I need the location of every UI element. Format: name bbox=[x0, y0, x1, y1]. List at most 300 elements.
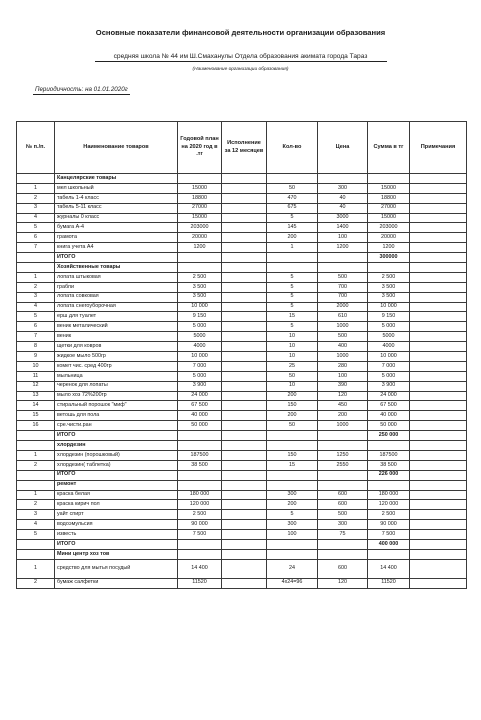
cell-price: 120 bbox=[318, 391, 368, 401]
total-row bbox=[17, 470, 467, 480]
table-row bbox=[17, 381, 467, 391]
cell-name: известь bbox=[55, 530, 178, 540]
cell-plan: 180 000 bbox=[178, 490, 222, 500]
cell-notes bbox=[410, 193, 467, 203]
cell-number: 1 bbox=[17, 559, 55, 578]
cell-sum: 24 000 bbox=[368, 391, 410, 401]
cell-plan: 24 000 bbox=[178, 391, 222, 401]
cell-name: водоэмульсия bbox=[55, 520, 178, 530]
cell-sum: 38 500 bbox=[368, 460, 410, 470]
cell-quantity: 200 bbox=[267, 391, 318, 401]
cell-quantity: 50 bbox=[267, 421, 318, 431]
cell-price: 500 bbox=[318, 332, 368, 342]
cell-name: сре.чисти.ран bbox=[55, 421, 178, 431]
cell-quantity bbox=[267, 470, 318, 480]
cell-number: 4 bbox=[17, 213, 55, 223]
cell-number: 8 bbox=[17, 342, 55, 352]
col-header-notes: Примечания bbox=[410, 122, 467, 174]
cell-plan: 3 900 bbox=[178, 381, 222, 391]
cell-name: табель 1-4 класс bbox=[55, 193, 178, 203]
cell-quantity: 150 bbox=[267, 450, 318, 460]
cell-notes bbox=[410, 342, 467, 352]
cell-notes bbox=[410, 213, 467, 223]
cell-plan: 120 000 bbox=[178, 500, 222, 510]
cell-name: грамота bbox=[55, 233, 178, 243]
cell-sum: 18800 bbox=[368, 193, 410, 203]
cell-execution bbox=[222, 282, 267, 292]
cell-notes bbox=[410, 292, 467, 302]
table-row bbox=[17, 411, 467, 421]
cell-quantity: 200 bbox=[267, 411, 318, 421]
cell-number: 2 bbox=[17, 500, 55, 510]
table-row bbox=[17, 203, 467, 213]
cell-execution bbox=[222, 549, 267, 559]
col-header-execution: Исполнение за 12 месяцев bbox=[222, 122, 267, 174]
table-row bbox=[17, 302, 467, 312]
cell-plan: 10 000 bbox=[178, 352, 222, 362]
cell-price: 390 bbox=[318, 381, 368, 391]
table-row bbox=[17, 391, 467, 401]
category-row bbox=[17, 263, 467, 273]
cell-name: краска белая bbox=[55, 490, 178, 500]
cell-plan: 3 500 bbox=[178, 292, 222, 302]
cell-execution bbox=[222, 174, 267, 184]
cell-execution bbox=[222, 292, 267, 302]
cell-price: 120 bbox=[318, 578, 368, 588]
cell-quantity bbox=[267, 441, 318, 451]
cell-name: хлордезин (порошковый) bbox=[55, 450, 178, 460]
table-row bbox=[17, 510, 467, 520]
cell-price: 40 bbox=[318, 193, 368, 203]
cell-price bbox=[318, 441, 368, 451]
cell-quantity bbox=[267, 549, 318, 559]
total-row bbox=[17, 253, 467, 263]
cell-price bbox=[318, 549, 368, 559]
cell-notes bbox=[410, 490, 467, 500]
cell-notes bbox=[410, 263, 467, 273]
cell-name: лопата снегоуборочная bbox=[55, 302, 178, 312]
cell-price: 400 bbox=[318, 342, 368, 352]
cell-number: 13 bbox=[17, 391, 55, 401]
cell-price bbox=[318, 431, 368, 441]
cell-price bbox=[318, 470, 368, 480]
cell-price: 1250 bbox=[318, 450, 368, 460]
cell-price bbox=[318, 480, 368, 490]
table-row bbox=[17, 322, 467, 332]
cell-sum: 14 400 bbox=[368, 559, 410, 578]
cell-sum: 20000 bbox=[368, 233, 410, 243]
cell-execution bbox=[222, 411, 267, 421]
table-row bbox=[17, 401, 467, 411]
cell-execution bbox=[222, 272, 267, 282]
cell-quantity: 300 bbox=[267, 520, 318, 530]
category-row bbox=[17, 549, 467, 559]
table-row bbox=[17, 183, 467, 193]
cell-number bbox=[17, 431, 55, 441]
cell-plan: 20000 bbox=[178, 233, 222, 243]
cell-plan: 40 000 bbox=[178, 411, 222, 421]
organization-name-text: средняя школа № 44 им Ш.Смаханулы Отдела образования акимата города Тараз bbox=[95, 53, 387, 62]
cell-plan bbox=[178, 539, 222, 549]
cell-sum: 1200 bbox=[368, 243, 410, 253]
cell-name: ветошь для пола bbox=[55, 411, 178, 421]
col-header-price: Цена bbox=[318, 122, 368, 174]
cell-quantity: 5 bbox=[267, 282, 318, 292]
document-title: Основные показатели финансовой деятельности организации образования bbox=[95, 28, 386, 37]
cell-notes bbox=[410, 530, 467, 540]
cell-plan: 15000 bbox=[178, 183, 222, 193]
table-row bbox=[17, 213, 467, 223]
cell-plan: 50 000 bbox=[178, 421, 222, 431]
cell-sum: 226 000 bbox=[368, 470, 410, 480]
table-row bbox=[17, 352, 467, 362]
col-header-sum: Сумма в тг bbox=[368, 122, 410, 174]
cell-quantity: 300 bbox=[267, 490, 318, 500]
cell-quantity: 24 bbox=[267, 559, 318, 578]
cell-plan: 2 500 bbox=[178, 510, 222, 520]
cell-notes bbox=[410, 312, 467, 322]
cell-notes bbox=[410, 539, 467, 549]
cell-number: 6 bbox=[17, 233, 55, 243]
cell-sum: 187500 bbox=[368, 450, 410, 460]
cell-sum: 250 000 bbox=[368, 431, 410, 441]
cell-sum: 2 500 bbox=[368, 510, 410, 520]
cell-execution bbox=[222, 342, 267, 352]
cell-notes bbox=[410, 411, 467, 421]
cell-number: 11 bbox=[17, 371, 55, 381]
cell-execution bbox=[222, 332, 267, 342]
cell-sum: 5 000 bbox=[368, 322, 410, 332]
cell-number bbox=[17, 539, 55, 549]
cell-quantity: 150 bbox=[267, 401, 318, 411]
cell-sum: 300000 bbox=[368, 253, 410, 263]
cell-plan: 2 500 bbox=[178, 272, 222, 282]
cell-number: 10 bbox=[17, 361, 55, 371]
cell-sum: 40 000 bbox=[368, 411, 410, 421]
cell-name: ИТОГО bbox=[55, 431, 178, 441]
cell-number bbox=[17, 174, 55, 184]
cell-plan: 1200 bbox=[178, 243, 222, 253]
cell-quantity: 10 bbox=[267, 342, 318, 352]
cell-number bbox=[17, 263, 55, 273]
organization-name bbox=[0, 53, 481, 62]
cell-price: 1200 bbox=[318, 243, 368, 253]
cell-execution bbox=[222, 431, 267, 441]
cell-name: мел школьный bbox=[55, 183, 178, 193]
cell-number: 3 bbox=[17, 203, 55, 213]
cell-notes bbox=[410, 431, 467, 441]
cell-plan: 15000 bbox=[178, 213, 222, 223]
category-row bbox=[17, 480, 467, 490]
cell-price: 200 bbox=[318, 411, 368, 421]
cell-price: 2550 bbox=[318, 460, 368, 470]
cell-number bbox=[17, 441, 55, 451]
cell-name: мыло хоз 72%200гр bbox=[55, 391, 178, 401]
cell-execution bbox=[222, 371, 267, 381]
cell-name: ремонт bbox=[55, 480, 178, 490]
cell-number bbox=[17, 470, 55, 480]
cell-name: табель 5-11 класс bbox=[55, 203, 178, 213]
cell-notes bbox=[410, 332, 467, 342]
cell-plan: 5 000 bbox=[178, 371, 222, 381]
category-row bbox=[17, 441, 467, 451]
cell-execution bbox=[222, 441, 267, 451]
cell-execution bbox=[222, 213, 267, 223]
cell-name: бумаж салфетки bbox=[55, 578, 178, 588]
cell-sum: 3 500 bbox=[368, 282, 410, 292]
cell-sum: 90 000 bbox=[368, 520, 410, 530]
cell-sum: 2 500 bbox=[368, 272, 410, 282]
cell-notes bbox=[410, 322, 467, 332]
cell-execution bbox=[222, 490, 267, 500]
table-row bbox=[17, 332, 467, 342]
cell-quantity: 50 bbox=[267, 371, 318, 381]
cell-notes bbox=[410, 401, 467, 411]
organization-caption: (Наименование организации образования) bbox=[192, 67, 289, 72]
cell-quantity: 10 bbox=[267, 332, 318, 342]
cell-notes bbox=[410, 223, 467, 233]
cell-name: средство для мытья посудый bbox=[55, 559, 178, 578]
cell-plan: 7 500 bbox=[178, 530, 222, 540]
cell-number: 4 bbox=[17, 302, 55, 312]
cell-execution bbox=[222, 470, 267, 480]
cell-plan: 187500 bbox=[178, 450, 222, 460]
cell-name: ИТОГО bbox=[55, 539, 178, 549]
cell-price: 2000 bbox=[318, 302, 368, 312]
cell-quantity: 4х24=96 bbox=[267, 578, 318, 588]
table-row bbox=[17, 342, 467, 352]
col-header-quantity: Кол-во bbox=[267, 122, 318, 174]
cell-execution bbox=[222, 352, 267, 362]
cell-quantity bbox=[267, 174, 318, 184]
cell-execution bbox=[222, 223, 267, 233]
cell-name: веник bbox=[55, 332, 178, 342]
cell-quantity: 5 bbox=[267, 322, 318, 332]
cell-quantity: 100 bbox=[267, 530, 318, 540]
cell-sum: 67 500 bbox=[368, 401, 410, 411]
cell-name: ИТОГО bbox=[55, 253, 178, 263]
cell-name: Канцелярские товары bbox=[55, 174, 178, 184]
cell-name: уайт спирт bbox=[55, 510, 178, 520]
cell-name: краска кирич пол bbox=[55, 500, 178, 510]
cell-number: 3 bbox=[17, 510, 55, 520]
cell-execution bbox=[222, 500, 267, 510]
cell-notes bbox=[410, 510, 467, 520]
cell-plan bbox=[178, 431, 222, 441]
cell-notes bbox=[410, 371, 467, 381]
cell-number bbox=[17, 253, 55, 263]
period-line bbox=[33, 86, 130, 95]
cell-sum bbox=[368, 263, 410, 273]
cell-notes bbox=[410, 520, 467, 530]
cell-notes bbox=[410, 253, 467, 263]
total-row bbox=[17, 539, 467, 549]
cell-quantity bbox=[267, 539, 318, 549]
cell-price: 300 bbox=[318, 520, 368, 530]
cell-sum: 7 500 bbox=[368, 530, 410, 540]
cell-quantity: 10 bbox=[267, 381, 318, 391]
cell-price bbox=[318, 263, 368, 273]
cell-notes bbox=[410, 361, 467, 371]
cell-name: ИТОГО bbox=[55, 470, 178, 480]
cell-sum bbox=[368, 441, 410, 451]
table-header-row bbox=[17, 122, 467, 174]
table-row bbox=[17, 520, 467, 530]
cell-number: 16 bbox=[17, 421, 55, 431]
cell-number: 2 bbox=[17, 578, 55, 588]
cell-quantity: 145 bbox=[267, 223, 318, 233]
cell-execution bbox=[222, 263, 267, 273]
cell-price: 450 bbox=[318, 401, 368, 411]
cell-number: 5 bbox=[17, 223, 55, 233]
cell-execution bbox=[222, 243, 267, 253]
table-row bbox=[17, 272, 467, 282]
cell-name: лопата штыковая bbox=[55, 272, 178, 282]
cell-execution bbox=[222, 480, 267, 490]
table-row bbox=[17, 530, 467, 540]
cell-price: 300 bbox=[318, 183, 368, 193]
cell-name: хлордезин bbox=[55, 441, 178, 451]
cell-quantity bbox=[267, 263, 318, 273]
cell-price bbox=[318, 253, 368, 263]
cell-plan bbox=[178, 470, 222, 480]
cell-plan: 18800 bbox=[178, 193, 222, 203]
cell-quantity bbox=[267, 431, 318, 441]
total-row bbox=[17, 431, 467, 441]
cell-plan: 9 150 bbox=[178, 312, 222, 322]
cell-name: стиральный порошок "миф" bbox=[55, 401, 178, 411]
cell-price: 1400 bbox=[318, 223, 368, 233]
cell-number: 1 bbox=[17, 183, 55, 193]
cell-execution bbox=[222, 183, 267, 193]
cell-notes bbox=[410, 421, 467, 431]
cell-name: журналы 0 класс bbox=[55, 213, 178, 223]
cell-notes bbox=[410, 450, 467, 460]
table-row bbox=[17, 243, 467, 253]
cell-execution bbox=[222, 559, 267, 578]
cell-plan: 10 000 bbox=[178, 302, 222, 312]
cell-name: мыльница bbox=[55, 371, 178, 381]
cell-price: 100 bbox=[318, 371, 368, 381]
cell-price: 610 bbox=[318, 312, 368, 322]
cell-number: 14 bbox=[17, 401, 55, 411]
cell-number: 12 bbox=[17, 381, 55, 391]
cell-number: 2 bbox=[17, 193, 55, 203]
cell-name: жидкое мыло 500гр bbox=[55, 352, 178, 362]
col-header-name: Наименование товаров bbox=[55, 122, 178, 174]
cell-plan: 7 000 bbox=[178, 361, 222, 371]
financial-table bbox=[16, 121, 467, 589]
table-row bbox=[17, 500, 467, 510]
cell-price: 700 bbox=[318, 282, 368, 292]
cell-name: ерш для туалет bbox=[55, 312, 178, 322]
cell-plan bbox=[178, 441, 222, 451]
cell-execution bbox=[222, 510, 267, 520]
cell-name: хлордезин( таблетка) bbox=[55, 460, 178, 470]
table-row bbox=[17, 460, 467, 470]
cell-plan: 5 000 bbox=[178, 322, 222, 332]
cell-plan bbox=[178, 480, 222, 490]
cell-number bbox=[17, 480, 55, 490]
cell-quantity bbox=[267, 480, 318, 490]
cell-price bbox=[318, 174, 368, 184]
cell-plan bbox=[178, 174, 222, 184]
cell-number: 2 bbox=[17, 460, 55, 470]
cell-sum: 15000 bbox=[368, 213, 410, 223]
cell-execution bbox=[222, 578, 267, 588]
cell-price: 500 bbox=[318, 510, 368, 520]
cell-name: книга учета А4 bbox=[55, 243, 178, 253]
cell-execution bbox=[222, 361, 267, 371]
cell-notes bbox=[410, 203, 467, 213]
cell-notes bbox=[410, 460, 467, 470]
cell-name: лопата совковая bbox=[55, 292, 178, 302]
cell-notes bbox=[410, 391, 467, 401]
cell-plan: 4000 bbox=[178, 342, 222, 352]
cell-execution bbox=[222, 381, 267, 391]
cell-quantity: 200 bbox=[267, 500, 318, 510]
cell-price: 1000 bbox=[318, 322, 368, 332]
cell-sum: 7 000 bbox=[368, 361, 410, 371]
cell-sum: 50 000 bbox=[368, 421, 410, 431]
cell-price: 600 bbox=[318, 559, 368, 578]
cell-name: Мини центр хоз тов bbox=[55, 549, 178, 559]
table-row bbox=[17, 421, 467, 431]
cell-sum bbox=[368, 480, 410, 490]
cell-name: Хозяйственные товары bbox=[55, 263, 178, 273]
cell-sum: 3 900 bbox=[368, 381, 410, 391]
cell-price bbox=[318, 539, 368, 549]
cell-price: 700 bbox=[318, 292, 368, 302]
cell-name: бумага А-4 bbox=[55, 223, 178, 233]
cell-number: 3 bbox=[17, 292, 55, 302]
cell-sum: 3 500 bbox=[368, 292, 410, 302]
cell-sum: 4000 bbox=[368, 342, 410, 352]
cell-plan: 5000 bbox=[178, 332, 222, 342]
table-row bbox=[17, 361, 467, 371]
cell-notes bbox=[410, 480, 467, 490]
cell-number: 2 bbox=[17, 282, 55, 292]
cell-price: 600 bbox=[318, 500, 368, 510]
cell-plan: 3 500 bbox=[178, 282, 222, 292]
cell-notes bbox=[410, 243, 467, 253]
cell-number: 4 bbox=[17, 520, 55, 530]
table-row bbox=[17, 193, 467, 203]
cell-quantity: 5 bbox=[267, 302, 318, 312]
cell-execution bbox=[222, 302, 267, 312]
cell-plan: 14 400 bbox=[178, 559, 222, 578]
cell-price: 100 bbox=[318, 233, 368, 243]
cell-execution bbox=[222, 520, 267, 530]
cell-notes bbox=[410, 233, 467, 243]
cell-number: 1 bbox=[17, 450, 55, 460]
cell-notes bbox=[410, 282, 467, 292]
cell-plan: 27000 bbox=[178, 203, 222, 213]
cell-price: 280 bbox=[318, 361, 368, 371]
cell-execution bbox=[222, 460, 267, 470]
cell-name: грабли bbox=[55, 282, 178, 292]
cell-number: 5 bbox=[17, 530, 55, 540]
cell-notes bbox=[410, 352, 467, 362]
cell-sum: 120 000 bbox=[368, 500, 410, 510]
table-row bbox=[17, 312, 467, 322]
cell-notes bbox=[410, 549, 467, 559]
cell-sum: 9 150 bbox=[368, 312, 410, 322]
cell-number: 7 bbox=[17, 243, 55, 253]
cell-price: 75 bbox=[318, 530, 368, 540]
cell-number: 6 bbox=[17, 322, 55, 332]
cell-plan: 67 500 bbox=[178, 401, 222, 411]
